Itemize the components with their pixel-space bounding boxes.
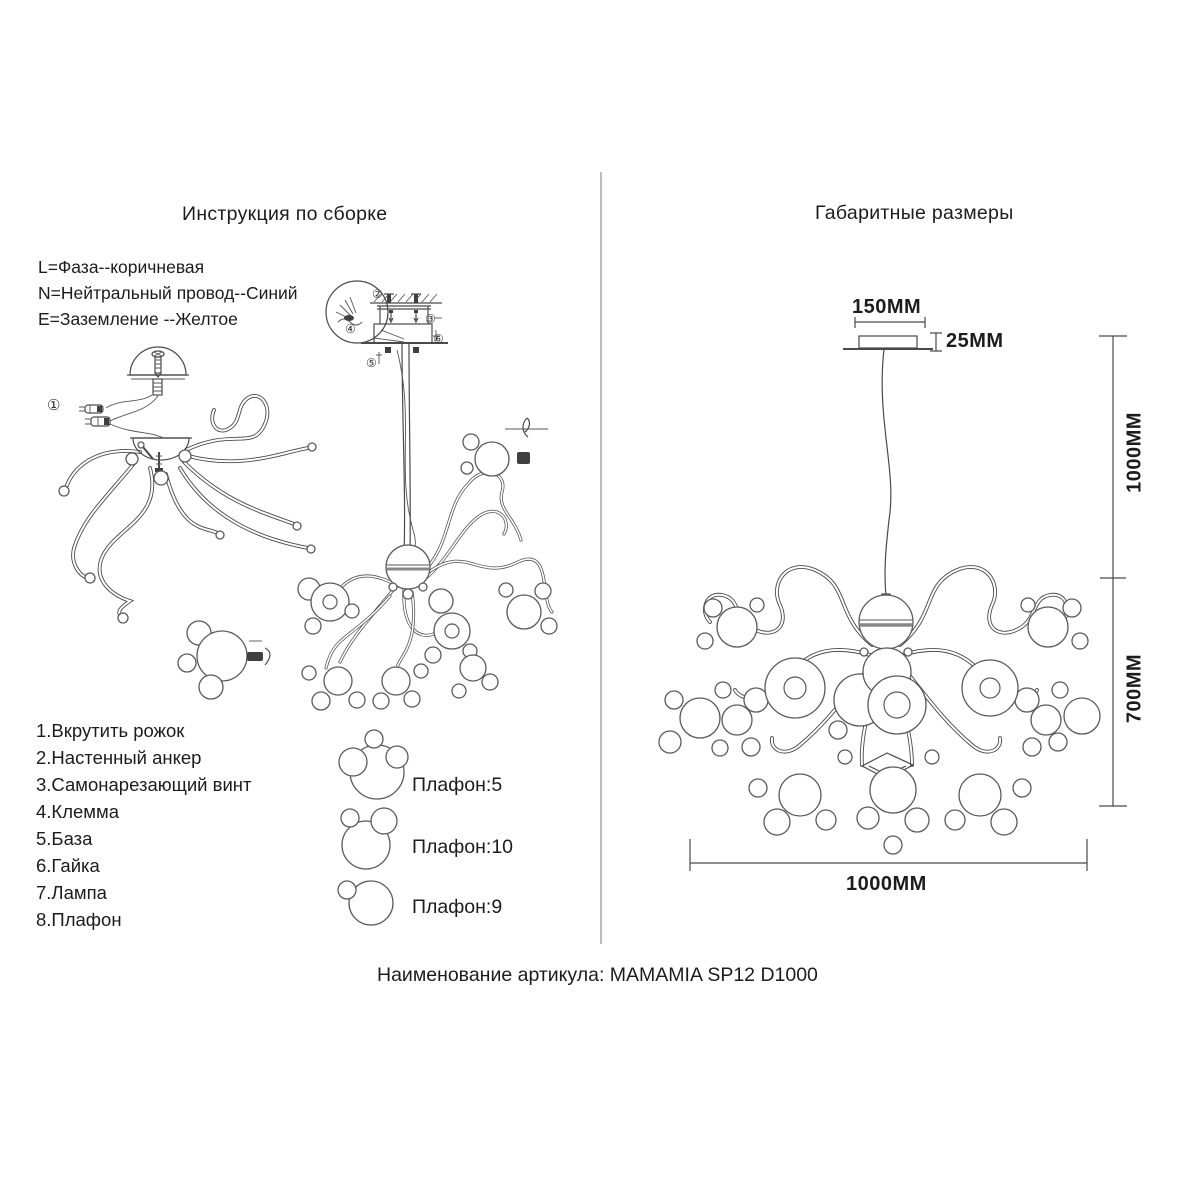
parts-list-item-3: 3.Самонарезающий винт (36, 774, 252, 795)
dome-cap (127, 347, 189, 379)
marker-3: ③ (425, 312, 436, 326)
marker-4: ④ (345, 322, 356, 336)
parts-list-item-2: 2.Настенный анкер (36, 747, 202, 768)
shade-legend-label-10: Плафон:10 (412, 836, 514, 858)
ceiling-mount (361, 294, 448, 364)
wiring-line-phase: L=Фаза--коричневая (38, 257, 205, 277)
exploded-arms (59, 396, 316, 623)
wiring-line-ground: E=Заземление --Желтое (38, 309, 238, 329)
marker-5: ⑤ (366, 356, 377, 370)
marker-6: ⑥ (433, 332, 444, 346)
left-panel-title: Инструкция по сборке (182, 203, 388, 225)
parts-list-item-1: 1.Вкрутить рожок (36, 720, 185, 741)
canopy (843, 317, 942, 351)
dim-canopy-height: 25MM (946, 330, 1004, 352)
shade-10-icon (341, 808, 397, 869)
suspension-cord (882, 349, 891, 596)
shade-legend-label-5: Плафон:5 (412, 774, 503, 796)
parts-list-item-7: 7.Лампа (36, 882, 107, 903)
shade-legend-icons (338, 730, 408, 925)
wiring-line-neutral: N=Нейтральный провод--Синий (38, 283, 298, 303)
dim-fixture-diameter: 1000MM (846, 873, 927, 895)
dim-fixture-height: 700MM (1123, 653, 1146, 724)
center-ball (386, 545, 430, 599)
dim-suspension-height: 1000MM (1123, 412, 1146, 493)
shade-legend-label-9: Плафон:9 (412, 896, 503, 918)
stud-and-wires (79, 379, 163, 438)
assembled-chandelier-drawing (178, 281, 557, 710)
article-name: Наименование артикула: MAMAMIA SP12 D1000 (377, 964, 818, 986)
base-hemisphere (126, 438, 192, 485)
dimensioned-chandelier-drawing (659, 317, 1127, 871)
parts-list-item-8: 8.Плафон (36, 909, 122, 930)
shade-5-icon (339, 730, 408, 799)
marker-1: ① (47, 397, 61, 414)
exploded-view-drawing (59, 347, 316, 623)
parts-list-item-6: 6.Гайка (36, 855, 100, 876)
parts-list-item-5: 5.База (36, 828, 93, 849)
screw-shade-detail (178, 621, 270, 699)
marker-2: ② (372, 287, 383, 301)
lamp-nut-shade-detail (461, 418, 548, 476)
right-panel-title: Габаритные размеры (815, 202, 1014, 224)
parts-list-item-4: 4.Клемма (36, 801, 120, 822)
dim-canopy-diameter: 150MM (852, 296, 922, 318)
shade-9-icon (338, 881, 393, 925)
suspension-stem (397, 343, 415, 562)
